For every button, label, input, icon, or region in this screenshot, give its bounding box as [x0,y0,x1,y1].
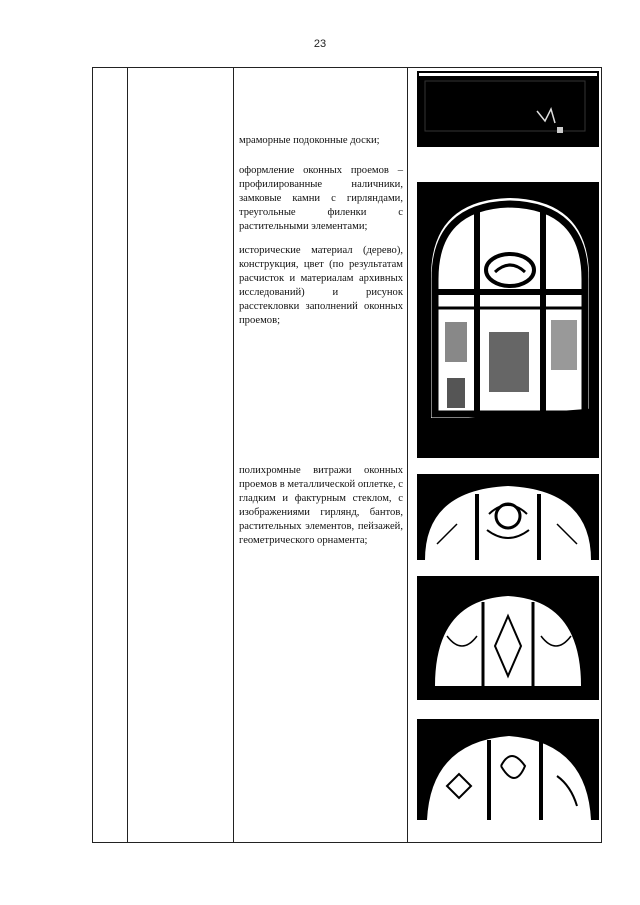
arched-window-photo [417,182,599,458]
feature-text-sills: мраморные подоконные доски; [239,135,380,146]
column-divider [233,68,234,842]
window-fragment-photo [417,71,599,147]
page-number: 23 [313,38,327,50]
stained-glass-geometric-photo [417,576,599,700]
feature-text-materials: исторические материал (дерево), конструкция, цвет (по результатам расчисток и материалам архивных исследований) и рисунок расстекловки заполнений оконных проемов; [239,245,403,326]
heritage-table [92,67,602,843]
column-divider [407,68,408,842]
feature-text-stained-glass: полихромные витражи оконных проемов в металлической оплетке, с гладким и фактурным стеклом, с изображениями гирлянд, бантов, растительных элементов, пейзажей, геометрического орнамента; [239,465,403,546]
stained-glass-garland-photo [417,474,599,560]
feature-text-window-decor: оформление оконных проемов – профилированные наличники, замковые камни с гирляндами, треугольные филенки с растительными элементами; [239,165,403,232]
stained-glass-floral-photo [417,716,599,820]
column-divider [127,68,128,842]
